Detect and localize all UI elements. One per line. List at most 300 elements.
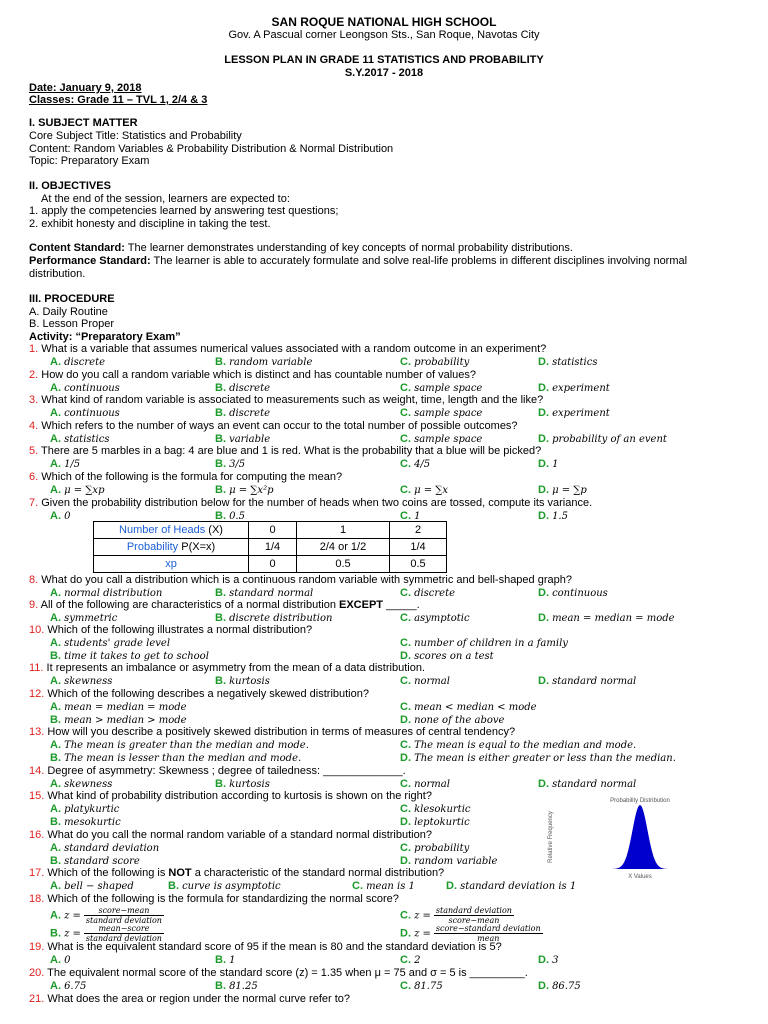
- question-5-option-b: [215, 458, 245, 471]
- option-text: 0.5: [229, 511, 245, 522]
- question-14: [29, 765, 744, 777]
- question-text: Which of the following is the formula for standardizing the normal score?: [47, 893, 399, 905]
- table-row-label: [94, 539, 249, 556]
- option-letter: A.: [50, 356, 61, 368]
- option-text: 81.75: [414, 981, 443, 992]
- fraction-denominator: score−mean: [448, 916, 500, 925]
- procedure-b: B. Lesson Proper: [29, 318, 114, 330]
- option-letter: A.: [50, 433, 61, 445]
- question-20: [29, 967, 744, 979]
- option-letter: D.: [538, 675, 549, 687]
- question-text: What is the equivalent standard score of 95 if the mean is 80 and the standard deviation is 5?: [47, 941, 502, 953]
- option-letter: A.: [50, 909, 61, 922]
- objective-2: 2. exhibit honesty and discipline in taking the test.: [29, 218, 271, 230]
- option-text: The mean is either greater or less than the median.: [414, 753, 676, 764]
- option-letter: D.: [400, 855, 411, 867]
- option-text: continuous: [64, 408, 120, 419]
- option-text: symmetric: [64, 613, 118, 624]
- option-letter: B.: [215, 587, 226, 599]
- option-letter: B.: [215, 407, 226, 419]
- option-letter: D.: [400, 650, 411, 662]
- option-text: random variable: [229, 357, 313, 368]
- option-text: skewness: [64, 779, 113, 790]
- question-text-tail: a characteristic of the standard normal distribution?: [191, 867, 445, 879]
- question-text: What do you call a distribution which is a continuous random variable with symmetric and bell-shaped graph?: [41, 574, 572, 586]
- option-letter: A.: [50, 612, 61, 624]
- option-letter: B.: [215, 510, 226, 522]
- question-19: [29, 941, 744, 953]
- subject-core: Core Subject Title: Statistics and Probability: [29, 130, 242, 142]
- option-letter: C.: [400, 587, 411, 599]
- question-19-option-c: [400, 954, 420, 967]
- option-letter: C.: [352, 880, 363, 892]
- option-letter: C.: [400, 433, 411, 445]
- question-number: 20.: [29, 967, 45, 979]
- question-text: How will you describe a positively skewed distribution in terms of measures of central tendency?: [47, 726, 516, 738]
- option-letter: A.: [50, 980, 61, 992]
- question-4: [29, 420, 744, 432]
- option-text: discrete distribution: [229, 613, 333, 624]
- option-text: 86.75: [552, 981, 581, 992]
- question-17-option-a: [50, 880, 134, 893]
- question-7-option-d: [538, 510, 568, 523]
- option-letter: A.: [50, 484, 61, 496]
- option-text: scores on a test: [414, 651, 494, 662]
- question-text: What kind of probability distribution according to kurtosis is shown on the right?: [47, 790, 432, 802]
- option-text: normal: [414, 779, 450, 790]
- option-text: discrete: [64, 357, 106, 368]
- question-text: Which refers to the number of ways an event can occur to the total number of possible outcomes?: [41, 420, 518, 432]
- question-number: 13.: [29, 726, 45, 738]
- option-letter: C.: [400, 382, 411, 394]
- objectives-heading: II. OBJECTIVES: [29, 180, 111, 192]
- option-letter: B.: [215, 980, 226, 992]
- option-letter: D.: [538, 356, 549, 368]
- question-text: Which of the following illustrates a normal distribution?: [47, 624, 313, 636]
- option-letter: B.: [215, 458, 226, 470]
- table-cell: 1: [297, 522, 390, 539]
- question-1-option-c: [400, 356, 469, 369]
- option-letter: D.: [538, 778, 549, 790]
- option-letter: C.: [400, 675, 411, 687]
- option-fraction: [434, 906, 514, 925]
- table-row: [94, 539, 447, 556]
- question-12-option-c: [400, 701, 537, 714]
- question-number: 14.: [29, 765, 45, 777]
- question-16-option-a: [50, 842, 159, 855]
- option-text: mean < median < mode: [414, 702, 537, 713]
- question-text: Which of the following describes a negatively skewed distribution?: [47, 688, 369, 700]
- option-letter: C.: [400, 909, 411, 922]
- figure-ylabel: Relative Frequency: [548, 811, 554, 863]
- school-address: Gov. A Pascual corner Leongson Sts., San Roque, Navotas City: [228, 29, 540, 41]
- option-letter: A.: [50, 407, 61, 419]
- option-letter: C.: [400, 739, 411, 751]
- option-text: 4/5: [414, 459, 431, 470]
- option-text: klesokurtic: [414, 804, 471, 815]
- option-text: 1: [229, 955, 236, 966]
- question-number: 3.: [29, 394, 39, 406]
- option-letter: B.: [50, 927, 61, 940]
- option-letter: C.: [400, 980, 411, 992]
- question-6-option-b: [215, 484, 274, 497]
- option-text: statistics: [552, 357, 598, 368]
- option-letter: D.: [400, 714, 411, 726]
- question-13-option-d: [400, 752, 676, 765]
- question-11-option-a: [50, 675, 112, 688]
- question-15-option-c: [400, 803, 471, 816]
- option-letter: C.: [400, 637, 411, 649]
- option-text: standard normal: [229, 588, 314, 599]
- fraction-denominator: mean: [477, 934, 500, 943]
- option-letter: C.: [400, 356, 411, 368]
- question-16-option-c: [400, 842, 469, 855]
- subject-heading: I. SUBJECT MATTER: [29, 117, 138, 129]
- option-letter: C.: [400, 803, 411, 815]
- performance-standard-text: The learner is able to accurately formulate and solve real-life problems in different disciplines involving normal: [150, 255, 688, 267]
- option-letter: D.: [538, 510, 549, 522]
- option-text: number of children in a family: [414, 638, 568, 649]
- question-20-option-c: [400, 980, 443, 993]
- question-text: How do you call a random variable which is distinct and has countable number of values?: [41, 369, 476, 381]
- question-13: [29, 726, 744, 738]
- performance-standard-cont: distribution.: [29, 268, 86, 280]
- option-text: experiment: [552, 383, 610, 394]
- option-text: sample space: [414, 383, 483, 394]
- option-letter: D.: [538, 433, 549, 445]
- option-text: platykurtic: [64, 804, 120, 815]
- question-21: [29, 993, 744, 1005]
- question-number: 12.: [29, 688, 45, 700]
- option-letter: D.: [538, 954, 549, 966]
- question-3-option-a: [50, 407, 120, 420]
- option-text: z =: [414, 910, 431, 922]
- question-8: [29, 574, 744, 586]
- question-1-option-d: [538, 356, 597, 369]
- option-letter: B.: [215, 356, 226, 368]
- option-letter: C.: [400, 484, 411, 496]
- question-number: 10.: [29, 624, 45, 636]
- row-label-detail: (X): [205, 524, 223, 536]
- option-letter: C.: [400, 407, 411, 419]
- option-text: 3/5: [229, 459, 246, 470]
- question-10-option-a: [50, 637, 170, 650]
- option-text: continuous: [552, 588, 608, 599]
- probability-table: [93, 521, 447, 573]
- question-text: The equivalent normal score of the standard score (z) = 1.35 when μ = 75 and σ = 5 is _________.: [47, 967, 528, 979]
- question-text: What kind of random variable is associated to measurements such as weight, time, length and the like?: [41, 394, 544, 406]
- question-text-tail: _____.: [383, 599, 420, 611]
- performance-standard-label: Performance Standard:: [29, 255, 151, 267]
- question-3: [29, 394, 744, 406]
- option-letter: D.: [446, 880, 457, 892]
- option-text: random variable: [414, 856, 498, 867]
- option-text: normal distribution: [64, 588, 163, 599]
- objective-1: 1. apply the competencies learned by answering test questions;: [29, 205, 339, 217]
- option-text: standard normal: [552, 779, 637, 790]
- question-7-option-a: [50, 510, 70, 523]
- option-text: kurtosis: [229, 676, 270, 687]
- question-12-option-a: [50, 701, 187, 714]
- table-cell: 0.5: [390, 556, 447, 573]
- question-text: All of the following are characteristics of a normal distribution: [40, 599, 339, 611]
- option-text: μ = ∑x: [414, 485, 449, 496]
- table-row: [94, 556, 447, 573]
- question-text: Given the probability distribution below for the number of heads when two coins are tossed, compute its variance.: [41, 497, 593, 509]
- option-letter: A.: [50, 382, 61, 394]
- option-text: probability: [414, 843, 470, 854]
- normal-curve: [580, 805, 700, 869]
- question-11-option-d: [538, 675, 636, 688]
- subject-content: Content: Random Variables & Probability Distribution & Normal Distribution: [29, 143, 394, 155]
- fraction-denominator: standard deviation: [85, 934, 162, 943]
- row-label-main: Number of Heads: [119, 524, 206, 536]
- option-text: z =: [64, 910, 81, 922]
- question-13-option-a: [50, 739, 309, 752]
- question-11-option-c: [400, 675, 450, 688]
- option-text: mesokurtic: [64, 817, 121, 828]
- option-letter: B.: [50, 752, 61, 764]
- option-text: μ = ∑p: [552, 485, 587, 496]
- option-text: discrete: [229, 408, 271, 419]
- option-letter: B.: [215, 612, 226, 624]
- option-text: 2: [414, 955, 421, 966]
- question-number: 21.: [29, 993, 45, 1005]
- option-text: normal: [414, 676, 450, 687]
- option-letter: B.: [215, 484, 226, 496]
- option-letter: D.: [400, 752, 411, 764]
- question-5-option-c: [400, 458, 430, 471]
- row-label-main: Probability: [126, 541, 179, 553]
- table-row-label: [94, 522, 249, 539]
- row-label-main: xp: [165, 558, 177, 570]
- question-3-option-d: [538, 407, 610, 420]
- question-2: [29, 369, 744, 381]
- question-number: 17.: [29, 867, 45, 879]
- question-number: 1.: [29, 343, 39, 355]
- option-letter: D.: [538, 458, 549, 470]
- option-text: The mean is equal to the median and mode.: [414, 740, 637, 751]
- option-letter: C.: [400, 701, 411, 713]
- option-text: leptokurtic: [414, 817, 470, 828]
- question-5-option-d: [538, 458, 558, 471]
- option-text: mean > median > mode: [64, 715, 187, 726]
- option-letter: A.: [50, 954, 61, 966]
- question-13-option-c: [400, 739, 636, 752]
- table-cell: 2: [390, 522, 447, 539]
- question-5: [29, 445, 744, 457]
- option-letter: D.: [538, 587, 549, 599]
- school-year: S.Y.2017 - 2018: [344, 67, 424, 79]
- question-11-option-b: [215, 675, 270, 688]
- content-standard: [29, 242, 573, 254]
- option-letter: D.: [538, 484, 549, 496]
- option-letter: A.: [50, 739, 61, 751]
- row-label-detail: P(X=x): [178, 541, 216, 553]
- content-standard-label: Content Standard:: [29, 242, 125, 254]
- option-text: standard deviation is 1: [460, 881, 577, 892]
- question-17-option-d: [446, 880, 576, 893]
- option-letter: A.: [50, 675, 61, 687]
- option-text: mean = median = mode: [552, 613, 675, 624]
- question-3-option-c: [400, 407, 482, 420]
- question-number: 16.: [29, 829, 45, 841]
- question-18: [29, 893, 744, 905]
- question-number: 6.: [29, 471, 39, 483]
- question-19-option-b: [215, 954, 235, 967]
- option-letter: A.: [50, 803, 61, 815]
- option-letter: C.: [400, 458, 411, 470]
- question-1: [29, 343, 744, 355]
- option-text: The mean is greater than the median and mode.: [64, 740, 309, 751]
- option-fraction: [84, 906, 164, 925]
- question-18-option-a: [50, 906, 164, 925]
- question-10: [29, 624, 744, 636]
- option-text: probability of an event: [552, 434, 667, 445]
- option-text: standard deviation: [64, 843, 160, 854]
- option-letter: C.: [400, 954, 411, 966]
- question-18-option-c: [400, 906, 514, 925]
- procedure-a: A. Daily Routine: [29, 306, 108, 318]
- option-text: 1: [414, 511, 421, 522]
- question-12: [29, 688, 744, 700]
- option-text: discrete: [414, 588, 456, 599]
- option-text: time it takes to get to school: [64, 651, 209, 662]
- option-letter: C.: [400, 510, 411, 522]
- question-15-option-a: [50, 803, 119, 816]
- question-9: [29, 599, 744, 611]
- option-text: probability: [414, 357, 470, 368]
- option-letter: A.: [50, 458, 61, 470]
- option-letter: B.: [215, 433, 226, 445]
- option-text: statistics: [64, 434, 110, 445]
- option-letter: B.: [50, 855, 61, 867]
- normal-curve-figure: [540, 793, 710, 881]
- table-cell: 1/4: [390, 539, 447, 556]
- question-number: 9.: [29, 599, 39, 611]
- option-letter: A.: [50, 778, 61, 790]
- question-text: It represents an imbalance or asymmetry from the mean of a data distribution.: [46, 662, 425, 674]
- option-letter: C.: [400, 842, 411, 854]
- table-row-label: [94, 556, 249, 573]
- option-text: sample space: [414, 434, 483, 445]
- option-text: continuous: [64, 383, 120, 394]
- question-number: 19.: [29, 941, 45, 953]
- question-number: 4.: [29, 420, 39, 432]
- option-text: standard normal: [552, 676, 637, 687]
- question-6-option-d: [538, 484, 587, 497]
- question-number: 7.: [29, 497, 39, 509]
- fraction-numerator: score−standard deviation: [435, 924, 541, 933]
- date: Date: January 9, 2018: [29, 82, 142, 94]
- option-text: standard score: [64, 856, 140, 867]
- question-13-option-b: [50, 752, 301, 765]
- option-text: 0: [64, 511, 71, 522]
- fraction-numerator: mean−score: [84, 924, 164, 934]
- option-letter: B.: [215, 382, 226, 394]
- table-cell: 0: [249, 556, 297, 573]
- option-text: 81.25: [229, 981, 258, 992]
- option-text: kurtosis: [229, 779, 270, 790]
- option-letter: B.: [215, 778, 226, 790]
- question-20-option-b: [215, 980, 258, 993]
- school-name: SAN ROQUE NATIONAL HIGH SCHOOL: [271, 15, 497, 29]
- option-text: sample space: [414, 408, 483, 419]
- question-text: What do you call the normal random variable of a standard normal distribution?: [47, 829, 432, 841]
- question-5-option-a: [50, 458, 80, 471]
- option-text: asymptotic: [414, 613, 470, 624]
- question-text: What is a variable that assumes numerical values associated with a random outcome in an experiment?: [41, 343, 547, 355]
- question-20-option-d: [538, 980, 581, 993]
- figure-xlabel: X Values: [628, 874, 652, 880]
- table-cell: 0.5: [297, 556, 390, 573]
- question-number: 11.: [29, 662, 44, 674]
- option-text: students' grade level: [64, 638, 171, 649]
- question-19-option-a: [50, 954, 70, 967]
- subject-topic: Topic: Preparatory Exam: [29, 155, 150, 167]
- figure-title: Probability Distribution: [610, 798, 670, 804]
- option-letter: D.: [538, 980, 549, 992]
- option-letter: B.: [215, 675, 226, 687]
- option-text: 0: [64, 955, 71, 966]
- option-text: mean is 1: [366, 881, 415, 892]
- question-3-option-b: [215, 407, 270, 420]
- option-text: discrete: [229, 383, 271, 394]
- question-number: 2.: [29, 369, 39, 381]
- table-cell: 1/4: [249, 539, 297, 556]
- option-letter: A.: [50, 880, 61, 892]
- procedure-heading: III. PROCEDURE: [29, 293, 115, 305]
- question-1-option-b: [215, 356, 312, 369]
- question-6-option-a: [50, 484, 104, 497]
- option-text: experiment: [552, 408, 610, 419]
- question-17-option-c: [352, 880, 415, 893]
- option-letter: B.: [168, 880, 179, 892]
- question-emphasis: EXCEPT: [339, 599, 384, 611]
- question-text: Which of the following is the formula for computing the mean?: [41, 471, 343, 483]
- question-text: What does the area or region under the normal curve refer to?: [47, 993, 351, 1005]
- option-letter: A.: [50, 637, 61, 649]
- option-letter: B.: [50, 714, 61, 726]
- activity-title: Activity: “Preparatory Exam”: [29, 331, 181, 343]
- option-letter: D.: [538, 382, 549, 394]
- option-text: z =: [64, 928, 81, 940]
- question-20-option-a: [50, 980, 86, 993]
- option-text: 6.75: [64, 981, 87, 992]
- content-standard-text: The learner demonstrates understanding of key concepts of normal probability distributions.: [124, 242, 573, 254]
- table-cell: 0: [249, 522, 297, 539]
- option-letter: A.: [50, 842, 61, 854]
- objectives-intro: At the end of the session, learners are expected to:: [41, 193, 290, 205]
- fraction-numerator: standard deviation: [435, 906, 512, 915]
- option-text: 1: [552, 459, 559, 470]
- table-cell: 2/4 or 1/2: [297, 539, 390, 556]
- question-text: There are 5 marbles in a bag: 4 are blue and 1 is red. What is the probability that a blue will be picked?: [41, 445, 542, 457]
- option-letter: A.: [50, 587, 61, 599]
- question-1-option-a: [50, 356, 105, 369]
- option-letter: C.: [400, 778, 411, 790]
- option-text: bell − shaped: [64, 881, 134, 892]
- option-letter: D.: [538, 612, 549, 624]
- classes: Classes: Grade 11 – TVL 1, 2/4 & 3: [29, 94, 208, 106]
- option-letter: A.: [50, 510, 61, 522]
- question-19-option-d: [538, 954, 558, 967]
- option-text: 3: [552, 955, 559, 966]
- question-number: 5.: [29, 445, 39, 457]
- fraction-denominator: standard deviation: [85, 916, 162, 925]
- option-text: variable: [229, 434, 271, 445]
- question-6-option-c: [400, 484, 448, 497]
